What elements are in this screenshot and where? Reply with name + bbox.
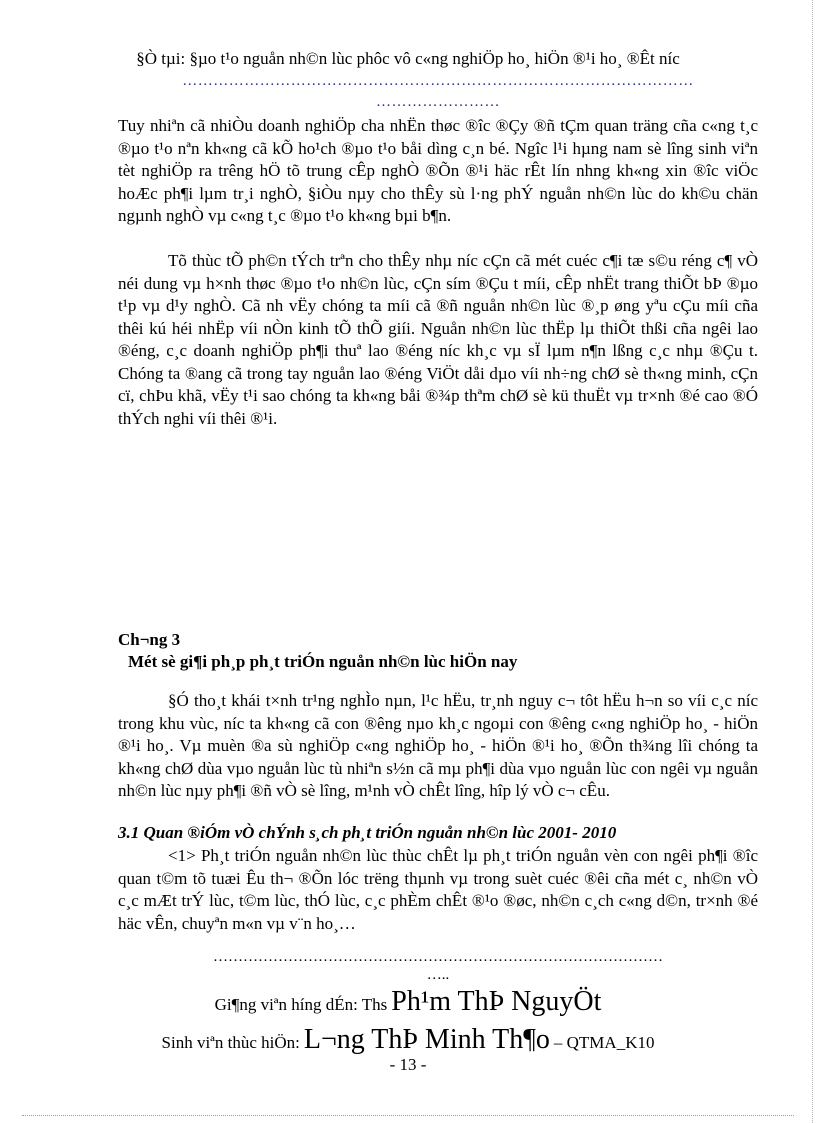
- supervisor-label: Gi¶ng viªn híng dÉn: Ths: [214, 995, 388, 1014]
- student-class: – QTMA_K10: [553, 1033, 655, 1052]
- chapter-title: Mét sè gi¶i ph¸p ph¸t triÓn nguån nh©n lùc hiÖn nay: [128, 652, 518, 671]
- footer-dotted-rule: ………………………………………………………………………………: [213, 949, 663, 965]
- thesis-title-header: §Ò tµi: §µo t¹o nguån nh©n lùc phôc vô c«ng nghiÖp ho¸ hiÖn ®¹i ho¸ ®Êt níc: [136, 49, 680, 68]
- header-dotted-rule: ………………………………………………………………………………………: [182, 73, 694, 89]
- chapter-label: Ch¬ng 3: [118, 630, 181, 649]
- chapter-intro-paragraph: §Ó tho¸t khái t×nh tr¹ng nghÌo nµn, l¹c hËu, tr¸nh nguy c¬ tôt hËu h¬n so víi c¸c níc trong khu vùc, níc ta kh«ng cã con ®êng nµo kh¸c ngoµi con ®êng c«ng nghiÖp ho¸ - hiÖn ®¹i ho¸. Vµ muèn ®a sù nghiÖp c«ng nghiÖp ho¸ - hiÖn ®¹i ho¸ ®Õn th¾ng lîi chóng ta kh«ng chØ dùa vµo nguån lùc tù nhiªn s½n cã mµ ph¶i dùa vµo nguån lùc con ngêi vµ nguån nh©n lùc nµy ph¶i ®ñ vÒ sè lîng, m¹nh vÒ chÊt lîng, hîp lý vÒ c¬ cÊu.: [118, 691, 758, 800]
- body-paragraph: Tuy nhiªn cã nhiÒu doanh nghiÖp cha nhËn thøc ®îc ®Çy ®ñ tÇm quan träng cña c«ng t¸c ®µo t¹o nªn kh«ng cã kÕ ho¹ch ®µo t¹o båi dìng c¸n bé. Ngîc l¹i hµng nam sè lîng sinh viªn tèt nghiÖp ra trêng hÖ tõ trung cÊp nghÒ ®Õn ®¹i häc rÊt lín nhng kh«ng xin ®îc viÖc hoÆc ph¶i lµm tr¸i nghÒ, §iÒu nµy cho thÊy sù l·ng phÝ nguån nh©n lùc do kh©u chän ngµnh nghÒ vµ c«ng t¸c ®µo t¹o kh«ng bµi b¶n.: [118, 116, 758, 225]
- section-heading: 3.1 Quan ®iÓm vÒ chÝnh s¸ch ph¸t triÓn nguån nh©n lùc 2001- 2010: [118, 823, 617, 842]
- header-dotted-rule-continuation: ……………………: [376, 94, 500, 110]
- body-paragraph: Tõ thùc tÕ ph©n tÝch trªn cho thÊy nhµ níc cÇn cã mét cuéc c¶i tæ s©u réng c¶ vÒ néi dung vµ h×nh thøc ®µo t¹o nh©n lùc, cÇn sím ®Çu t míi, cÊp nhËt trang thiÕt bÞ ®µo t¹p vµ d¹y nghÒ. Cã nh vËy chóng ta míi cã ®ñ nguån nh©n lùc ®¸p øng yªu cÇu míi cña thêi kú héi nhËp víi nÒn kinh tÕ thÕ giíi. Nguån nh©n lùc thËp lµ thiÕt thßi cña ngêi lao ®éng, c¸c doanh nghiÖp ph¶i thuª lao ®éng níc kh¸c vµ sÏ lµm n¶n lßng c¸c nhµ ®Çu t. Chóng ta ®ang cã trong tay nguån lao ®éng ViÖt dåi dµo víi nh÷ng chØ sè th«ng minh, cÇn cï, chÞu khã, vËy t¹i sao chóng ta kh«ng båi ®¾p thªm chØ sè kü thuËt vµ tr×nh ®é cao ®Ó thÝch nghi víi thêi ®¹i.: [118, 251, 758, 428]
- page-number: - 13 -: [389, 1055, 427, 1074]
- section-paragraph: <1> Ph¸t triÓn nguån nh©n lùc thùc chÊt lµ ph¸t triÓn nguån vèn con ngêi ph¶i ®îc quan t©m tõ tuæi Êu th¬ ®Õn lóc trëng thµnh vµ trong suèt cuéc ®êi cña mét c¸ nh©n vÒ c¸c mÆt trÝ lùc, t©m lùc, thÓ lùc, c¸c phÈm chÊt ®¹o ®øc, nh©n c¸ch c«ng d©n, tr×nh ®é häc vÊn, chuyªn m«n vµ v¨n ho¸…: [118, 846, 758, 933]
- footer-dotted-rule-continuation: …..: [426, 967, 450, 983]
- supervisor-name: Ph¹m ThÞ NguyÖt: [391, 986, 602, 1017]
- student-name: L¬ng ThÞ Minh Th¶o: [303, 1024, 550, 1055]
- page-border-bottom: [22, 1115, 794, 1116]
- page-border-right: [812, 0, 813, 1123]
- supervisor-line: [0, 983, 816, 1025]
- student-label: Sinh viªn thùc hiÖn:: [161, 1033, 300, 1052]
